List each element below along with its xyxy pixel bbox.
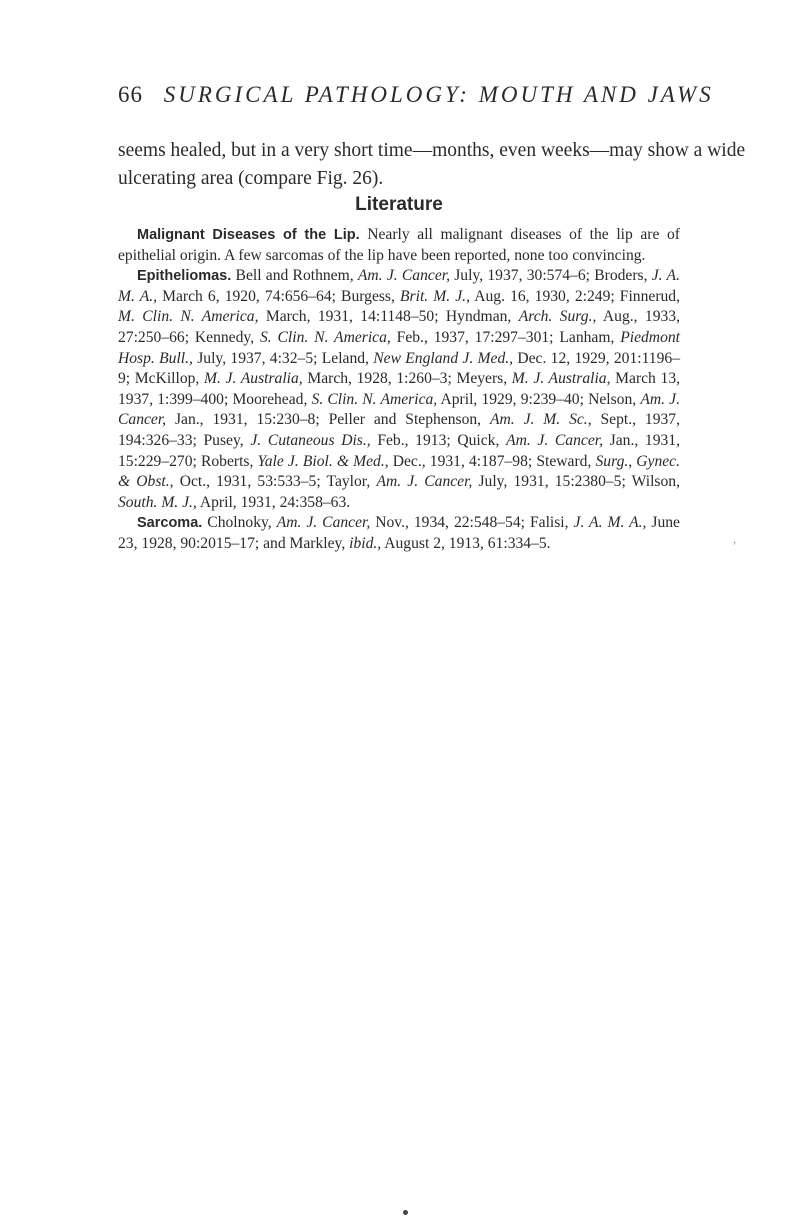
- epitheliomas-references: [118, 267, 680, 511]
- epitheliomas-paragraph: [118, 266, 680, 513]
- citation-text: April, 1931, 24:358–63.: [196, 493, 351, 511]
- citation-text: June 23, 1928, 90:2015–17; and Markley,: [118, 514, 680, 552]
- journal-title: Am. J. Cancer,: [276, 514, 371, 532]
- journal-title: New England J. Med.,: [373, 349, 514, 367]
- running-head: [118, 82, 738, 108]
- citation-text: Oct., 1931, 53:533–5; Taylor,: [173, 473, 377, 491]
- journal-title: Am. J. Cancer,: [506, 431, 603, 449]
- epitheliomas-head: Epitheliomas.: [137, 268, 232, 285]
- literature-heading: Literature: [355, 194, 443, 215]
- journal-title: J. A. M. A.,: [118, 267, 680, 305]
- citation-text: July, 1937, 30:574–6; Broders,: [449, 267, 652, 285]
- citation-text: Dec., 1931, 4:187–98; Steward,: [388, 452, 596, 470]
- journal-title: S. Clin. N. America,: [259, 328, 391, 346]
- citation-text: March, 1928, 1:260–3; Meyers,: [302, 370, 512, 388]
- citation-text: March, 1931, 14:1148–50; Hyndman,: [258, 308, 519, 326]
- citation-text: Jan., 1931, 15:230–8; Peller and Stephenson,: [166, 411, 490, 429]
- citation-text: Dec. 12, 1929, 201:1196–9; McKillop,: [118, 349, 680, 388]
- citation-text: Jan., 1931, 15:229–270; Roberts,: [118, 431, 680, 470]
- intro-paragraph: seems healed, but in a very short time—months, even weeks—may show a wide ulcerating area (compare Fig. 26).: [118, 140, 746, 189]
- journal-title: Am. J. Cancer,: [376, 473, 473, 491]
- page-number: 66: [118, 82, 143, 107]
- journal-title: Am. J. M. Sc.,: [489, 411, 592, 429]
- malignant-text: Nearly all malignant diseases of the lip are of epithelial origin. A few sarcomas of the lip have been reported, none too convincing.: [118, 226, 680, 264]
- running-title: SURGICAL PATHOLOGY: MOUTH AND JAWS: [163, 82, 714, 107]
- journal-title: M. J. Australia,: [511, 370, 611, 388]
- sarcoma-head: Sarcoma.: [137, 515, 203, 532]
- journal-title: Piedmont Hosp. Bull.,: [118, 328, 680, 367]
- citation-text: July, 1937, 4:32–5; Leland,: [192, 349, 374, 367]
- citation-text: March 13, 1937, 1:399–400; Moorehead,: [118, 370, 681, 408]
- journal-title: ibid.,: [349, 534, 382, 552]
- citation-text: Cholnoky,: [202, 514, 277, 532]
- journal-title: Arch. Surg.,: [518, 308, 597, 326]
- citation-text: Feb., 1937, 17:297–301; Lanham,: [390, 328, 621, 346]
- citation-text: Aug., 1933, 27:250–66; Kennedy,: [118, 308, 680, 346]
- citation-text: March 6, 1920, 74:656–64; Burgess,: [157, 287, 401, 305]
- journal-title: Brit. M. J.,: [400, 287, 470, 305]
- malignant-head: Malignant Diseases of the Lip.: [137, 227, 360, 243]
- journal-title: South. M. J.,: [118, 493, 197, 511]
- malignant-paragraph: [118, 225, 680, 266]
- journal-title: M. J. Australia,: [204, 370, 303, 388]
- citation-text: Feb., 1913; Quick,: [370, 431, 507, 449]
- journal-title: Am. J. Cancer,: [357, 267, 450, 285]
- citation-text: April, 1929, 9:239–40; Nelson,: [437, 390, 641, 408]
- sarcoma-references: [118, 514, 680, 552]
- sarcoma-paragraph: [118, 513, 680, 554]
- journal-title: M. Clin. N. America,: [118, 308, 259, 326]
- stray-mark: ,: [733, 531, 737, 546]
- citation-text: July, 1931, 15:2380–5; Wilson,: [472, 473, 680, 491]
- ink-dot: [403, 1210, 408, 1215]
- citation-text: Sept., 1937, 194:326–33; Pusey,: [118, 411, 680, 449]
- journal-title: Surg., Gynec. & Obst.,: [118, 452, 681, 491]
- citation-text: Aug. 16, 1930, 2:249; Finnerud,: [469, 287, 681, 305]
- journal-title: Yale J. Biol. & Med.,: [257, 452, 389, 470]
- journal-title: S. Clin. N. America,: [311, 390, 438, 408]
- journal-title: J. Cutaneous Dis.,: [250, 431, 371, 449]
- journal-title: Am. J. Cancer,: [118, 390, 680, 429]
- citation-text: August 2, 1913, 61:334–5.: [381, 534, 551, 552]
- literature-section: [118, 225, 680, 555]
- citation-text: Nov., 1934, 22:548–54; Falisi,: [370, 514, 574, 532]
- citation-text: Bell and Rothnem,: [231, 267, 358, 285]
- journal-title: J. A. M. A.,: [573, 514, 647, 532]
